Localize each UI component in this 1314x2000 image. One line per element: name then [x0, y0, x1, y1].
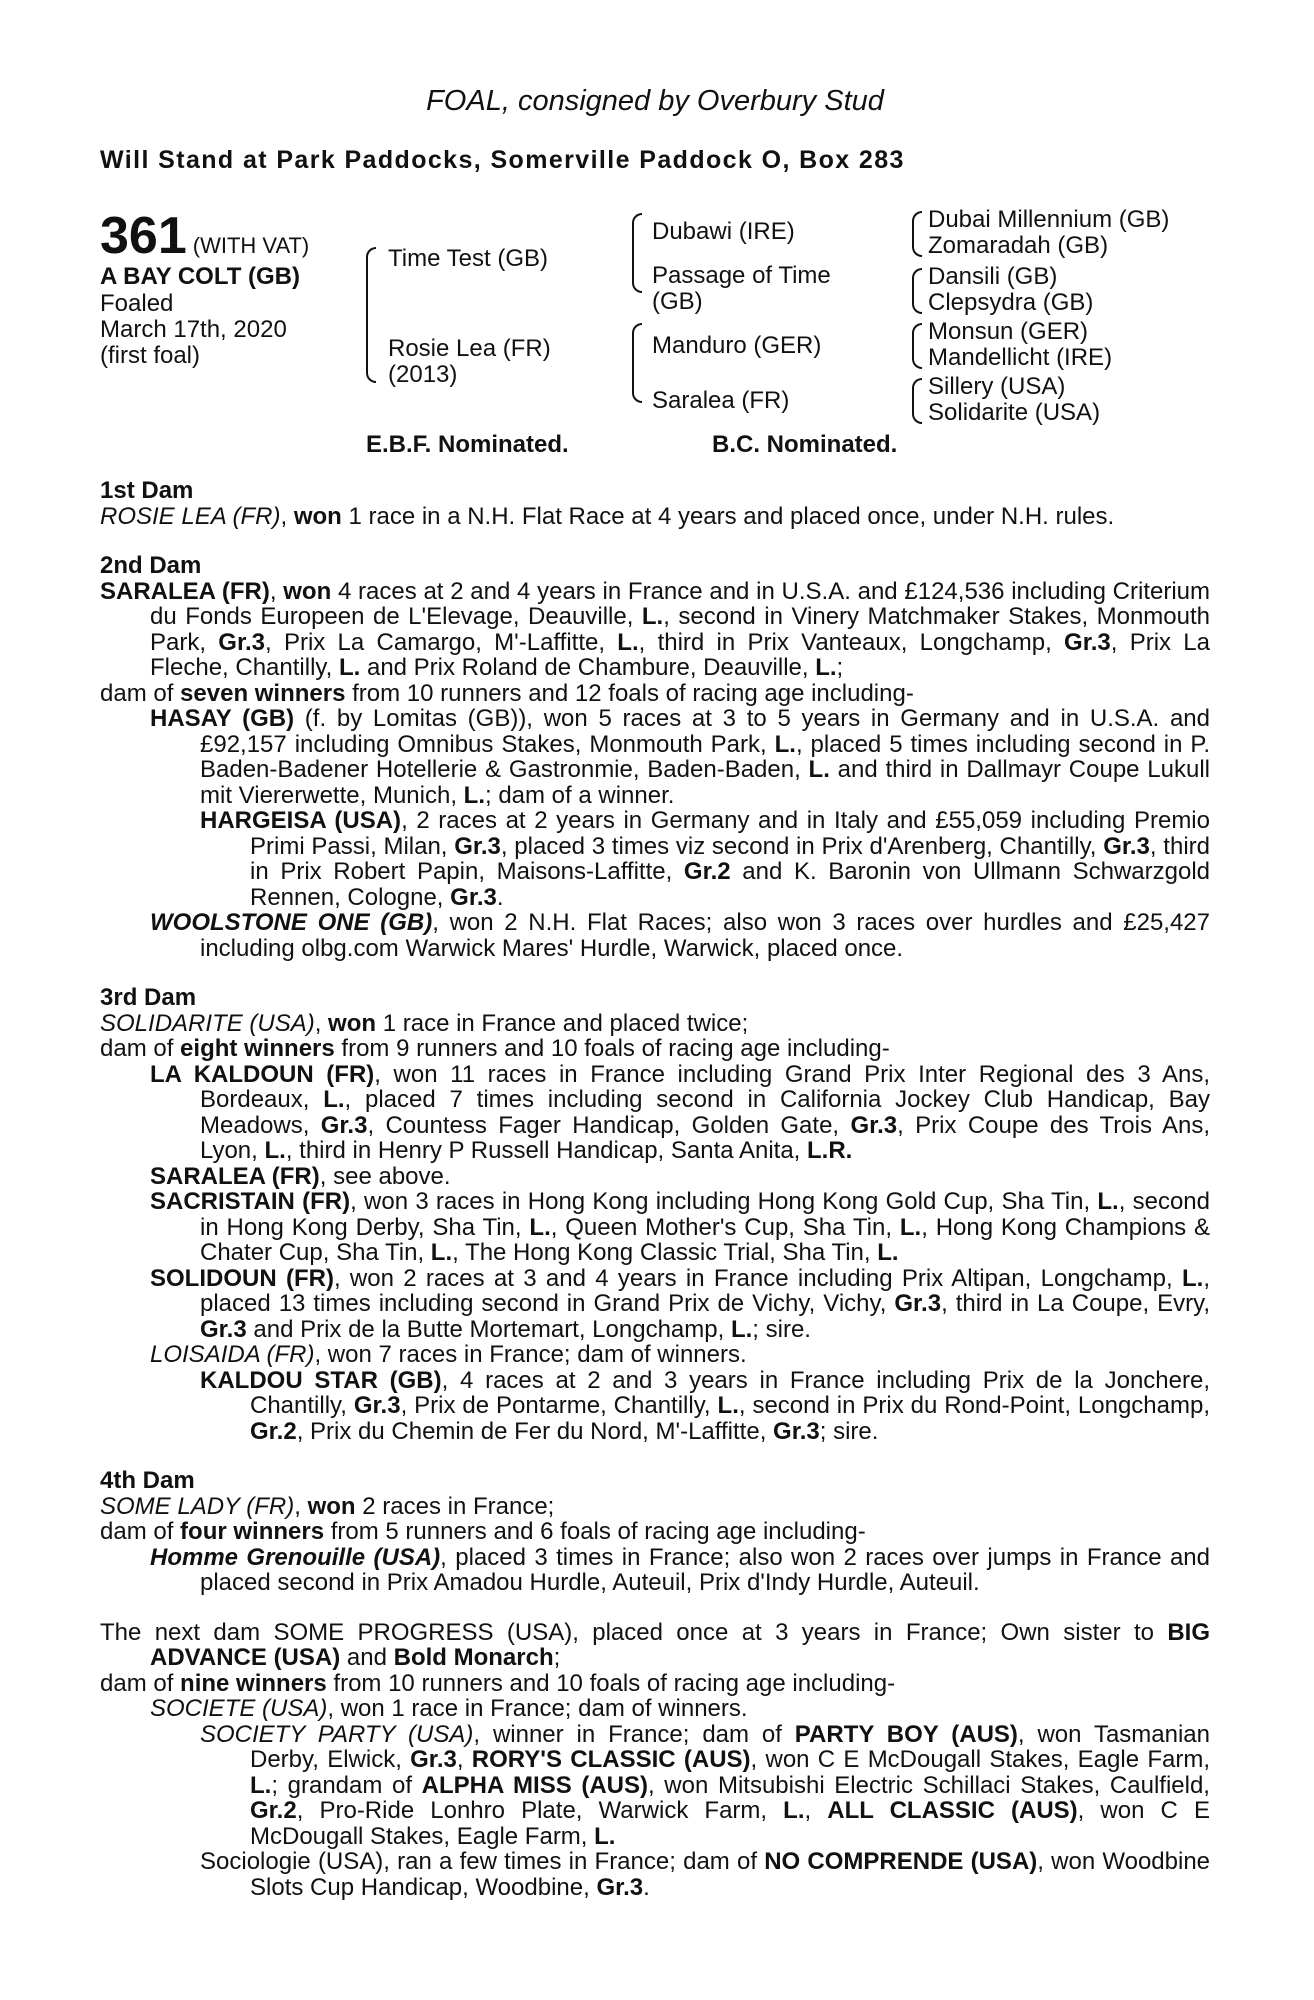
pedigree-entry: Dansili (GB)	[928, 263, 1058, 290]
produce-entry: Sociologie (USA), ran a few times in France; dam of NO COMPRENDE (USA), won Woodbine Slots Cup Handicap, Woodbine, Gr.3.	[200, 1848, 1211, 1901]
pedigree-bracket	[632, 323, 642, 403]
produce-entry: Homme Grenouille (USA), placed 3 times in France; also won 2 races over jumps in France and placed second in Prix Amadou Hurdle, Auteuil, Prix d'Indy Hurdle, Auteuil.	[150, 1543, 1211, 1596]
produce-entry: SOCIETE (USA), won 1 race in France; dam of winners.	[150, 1695, 748, 1722]
ebf-nomination: E.B.F. Nominated.	[366, 431, 569, 458]
lot-number: 361	[100, 207, 187, 265]
second-dam-heading: 2nd Dam	[100, 552, 202, 579]
produce-entry: LA KALDOUN (FR), won 11 races in France including Grand Prix Inter Regional des 3 Ans, Bordeaux, L., placed 7 times including second in California Jockey Club Handicap, Bay Meadows, Gr.3, Countess Fager Handicap, Golden Gate, Gr.3, Prix Coupe des Trois Ans, Lyon, L., third in Henry P Russell Handicap, Santa Anita, L.R.	[150, 1060, 1210, 1164]
pedigree-bracket	[912, 211, 922, 257]
next-dam-text: The next dam SOME PROGRESS (USA), placed once at 3 years in France; Own sister to BIG ADVANCE (USA) and Bold Monarch;	[100, 1618, 1210, 1671]
produce-entry: HASAY (GB) (f. by Lomitas (GB)), won 5 races at 3 to 5 years in Germany and in U.S.A. and £92,157 including Omnibus Stakes, Monmouth Park, L., placed 5 times including second in P. Baden-Badener Hotellerie & Gastronmie, Baden-Baden, L. and third in Dallmayr Coupe Lukull mit Viererwette, Munich, L.; dam of a winner.	[150, 705, 1211, 809]
pedigree-bracket	[912, 268, 922, 314]
pedigree-bracket	[912, 323, 922, 369]
third-dam-text: SOLIDARITE (USA), won 1 race in France and placed twice;	[100, 1009, 749, 1037]
page-title: FOAL, consigned by Overbury Stud	[426, 85, 884, 117]
pedigree-entry: Mandellicht (IRE)	[928, 344, 1113, 371]
pedigree-sire-sire: Dubawi (IRE)	[652, 218, 795, 245]
pedigree-sire: Time Test (GB)	[388, 245, 549, 272]
produce-entry: WOOLSTONE ONE (GB), won 2 N.H. Flat Races; also won 3 races over hurdles and £25,427 including olbg.com Warwick Mares' Hurdle, Warwick, placed once.	[150, 909, 1211, 962]
produce-entry: SOCIETY PARTY (USA), winner in France; dam of PARTY BOY (AUS), won Tasmanian Derby, Elwick, Gr.3, RORY'S CLASSIC (AUS), won C E McDougall Stakes, Eagle Farm, L.; grandam of ALPHA MISS (AUS), won Mitsubishi Electric Schillaci Stakes, Caulfield, Gr.2, Pro-Ride Lonhro Plate, Warwick Farm, L., ALL CLASSIC (AUS), won C E McDougall Stakes, Eagle Farm, L.	[200, 1720, 1211, 1850]
pedigree-sire-dam: Passage of Time	[652, 262, 831, 289]
foaled-info: Foaled March 17th, 2020 (first foal)	[100, 290, 287, 369]
pedigree-bracket	[366, 247, 376, 383]
pedigree-entry: Sillery (USA)	[928, 373, 1066, 400]
second-dam-produce: dam of seven winners from 10 runners and 12 foals of racing age including-	[100, 679, 914, 707]
third-dam-heading: 3rd Dam	[100, 984, 197, 1011]
lot-name: A BAY COLT (GB)	[100, 263, 301, 290]
produce-entry: SACRISTAIN (FR), won 3 races in Hong Kong including Hong Kong Gold Cup, Sha Tin, L., second in Hong Kong Derby, Sha Tin, L., Queen Mother's Cup, Sha Tin, L., Hong Kong Champions & Chater Cup, Sha Tin, L., The Hong Kong Classic Trial, Sha Tin, L.	[150, 1188, 1211, 1266]
pedigree-dam: Rosie Lea (FR)	[388, 335, 551, 362]
produce-entry: KALDOU STAR (GB), 4 races at 2 and 3 years in France including Prix de la Jonchere, Chantilly, Gr.3, Prix de Pontarme, Chantilly, L., second in Prix du Rond-Point, Longchamp, Gr.2, Prix du Chemin de Fer du Nord, M'-Laffitte, Gr.3; sire.	[200, 1366, 1211, 1445]
pedigree-entry: Monsun (GER)	[928, 318, 1089, 345]
dam-details	[100, 478, 1210, 1900]
produce-entry: HARGEISA (USA), 2 races at 2 years in Germany and in Italy and £55,059 including Premio Primi Passi, Milan, Gr.3, placed 3 times viz second in Prix d'Arenberg, Chantilly, Gr.3, third in Prix Robert Papin, Maisons-Laffitte, Gr.2 and K. Baronin von Ullmann Schwarzgold Rennen, Cologne, Gr.3.	[200, 807, 1211, 911]
pedigree-entry: Clepsydra (GB)	[928, 289, 1094, 316]
next-dam-produce: dam of nine winners from 10 runners and 10 foals of racing age including-	[100, 1669, 896, 1697]
produce-entry: SARALEA (FR), see above.	[150, 1162, 451, 1190]
lot-heading	[100, 207, 310, 265]
pedigree-dam-year: (2013)	[388, 361, 458, 388]
second-dam-text: SARALEA (FR), won 4 races at 2 and 4 years in France and in U.S.A. and £124,536 including Criterium du Fonds Europeen de L'Elevage, Deauville, L., second in Vinery Matchmaker Stakes, Monmouth Park, Gr.3, Prix La Camargo, M'-Laffitte, L., third in Prix Vanteaux, Longchamp, Gr.3, Prix La Fleche, Chantilly, L. and Prix Roland de Chambure, Deauville, L.;	[100, 577, 1211, 681]
first-dam-text: ROSIE LEA (FR), won 1 race in a N.H. Flat Race at 4 years and placed once, under N.H. rules.	[100, 502, 1115, 530]
vat-note: (WITH VAT)	[192, 233, 310, 258]
pedigree-bracket	[912, 378, 922, 424]
first-dam-heading: 1st Dam	[100, 477, 194, 504]
third-dam-produce: dam of eight winners from 9 runners and 10 foals of racing age including-	[100, 1035, 890, 1062]
pedigree-bracket	[632, 213, 642, 293]
pedigree-dam-sire: Manduro (GER)	[652, 332, 822, 359]
produce-entry: SOLIDOUN (FR), won 2 races at 3 and 4 years in France including Prix Altipan, Longchamp, L., placed 13 times including second in Grand Prix de Vichy, Vichy, Gr.3, third in La Coupe, Evry, Gr.3 and Prix de la Butte Mortemart, Longchamp, L.; sire.	[150, 1264, 1211, 1343]
produce-entry: LOISAIDA (FR), won 7 races in France; dam of winners.	[150, 1341, 747, 1368]
pedigree-dam-dam: Saralea (FR)	[652, 387, 790, 414]
fourth-dam-text: SOME LADY (FR), won 2 races in France;	[100, 1492, 555, 1520]
pedigree-entry: Solidarite (USA)	[928, 399, 1101, 426]
fourth-dam-heading: 4th Dam	[100, 1467, 195, 1494]
stand-location: Will Stand at Park Paddocks, Somerville Paddock O, Box 283	[100, 146, 905, 174]
pedigree-sire-dam-suffix: (GB)	[652, 288, 703, 315]
pedigree-entry: Dubai Millennium (GB)	[928, 206, 1170, 233]
bc-nomination: B.C. Nominated.	[712, 431, 898, 458]
pedigree-entry: Zomaradah (GB)	[928, 232, 1109, 259]
fourth-dam-produce: dam of four winners from 5 runners and 6 foals of racing age including-	[100, 1518, 866, 1545]
